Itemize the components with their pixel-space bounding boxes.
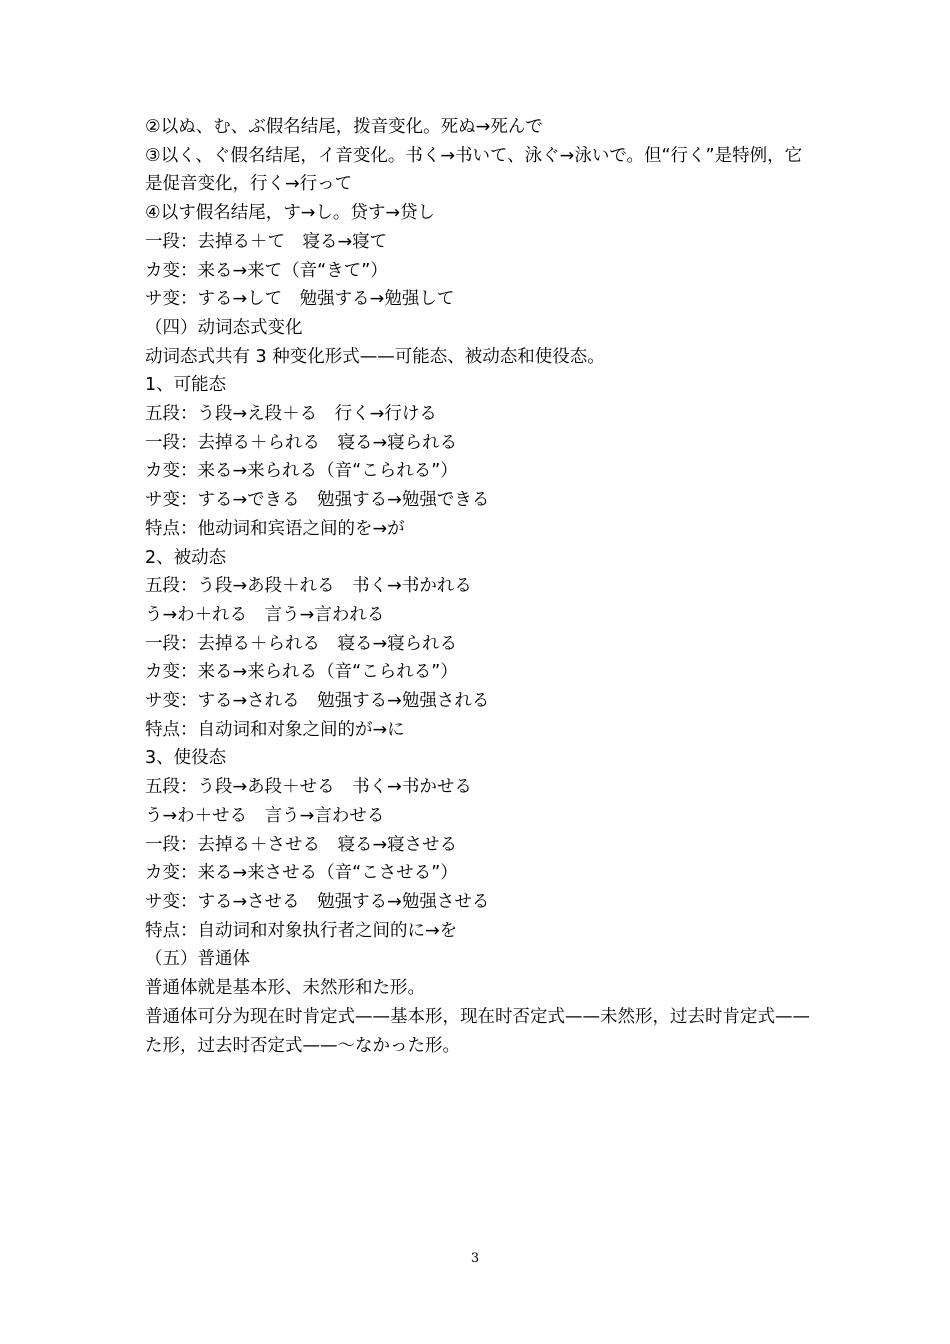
text-line: 普通体可分为现在时肯定式——基本形，现在时否定式——未然形，过去时肯定式——た形，过去时否定式——～なかった形。	[145, 1006, 810, 1056]
text-line: サ变：する→させる 勉强する→勉强させる	[145, 891, 490, 912]
text-line: う→わ＋せる 言う→言わせる	[145, 805, 385, 826]
section-heading: （五）普通体	[145, 949, 250, 970]
text-line: 动词态式共有 3 种变化形式——可能态、被动态和使役态。	[145, 346, 605, 367]
section-heading: （四）动词态式变化	[145, 317, 303, 338]
text-line: カ变：来る→来て（音“きて”）	[145, 260, 388, 281]
text-line: 五段：う段→え段＋る 行く→行ける	[145, 404, 437, 425]
text-line: カ变：来る→来させる（音“こさせる”）	[145, 863, 458, 884]
text-line: 一段：去掉る＋させる 寝る→寝させる	[145, 834, 458, 855]
text-line: 一段：去掉る＋られる 寝る→寝られる	[145, 432, 458, 453]
text-line: う→わ＋れる 言う→言われる	[145, 604, 385, 625]
text-line: 一段：去掉る＋られる 寝る→寝られる	[145, 633, 458, 654]
text-line: 五段：う段→あ段＋れる 书く→书かれる	[145, 576, 472, 597]
text-line: カ变：来る→来られる（音“こられる”）	[145, 461, 458, 482]
text-line: サ变：する→できる 勉强する→勉强できる	[145, 490, 490, 511]
text-line: 一段：去掉る＋て 寝る→寝て	[145, 231, 388, 252]
text-line: 特点：自动词和对象执行者之间的に→を	[145, 920, 458, 941]
text-line: サ变：する→される 勉强する→勉强される	[145, 691, 490, 712]
subsection-heading: 1、可能态	[145, 375, 227, 396]
text-line: 特点：自动词和对象之间的が→に	[145, 719, 405, 740]
text-line: ③以く、ぐ假名结尾，イ音变化。书く→书いて、泳ぐ→泳いで。但“行く”是特例，它是促音变化，行く→行って	[145, 145, 803, 195]
text-line: カ变：来る→来られる（音“こられる”）	[145, 662, 458, 683]
text-line: ②以ぬ、む、ぶ假名结尾，拨音变化。死ぬ→死んで	[145, 117, 543, 137]
text-line: 特点：他动词和宾语之间的を→が	[145, 518, 405, 539]
page-number: 3	[470, 1251, 480, 1266]
text-line: 五段：う段→あ段＋せる 书く→书かせる	[145, 777, 472, 798]
text-line: 普通体就是基本形、未然形和た形。	[145, 978, 425, 999]
subsection-heading: 3、使役态	[145, 748, 227, 769]
subsection-heading: 2、被动态	[145, 547, 227, 568]
text-line: サ变：する→して 勉强する→勉强して	[145, 289, 455, 310]
text-line: ④以す假名结尾，す→し。贷す→贷し	[145, 203, 436, 224]
document-body	[145, 113, 815, 1060]
